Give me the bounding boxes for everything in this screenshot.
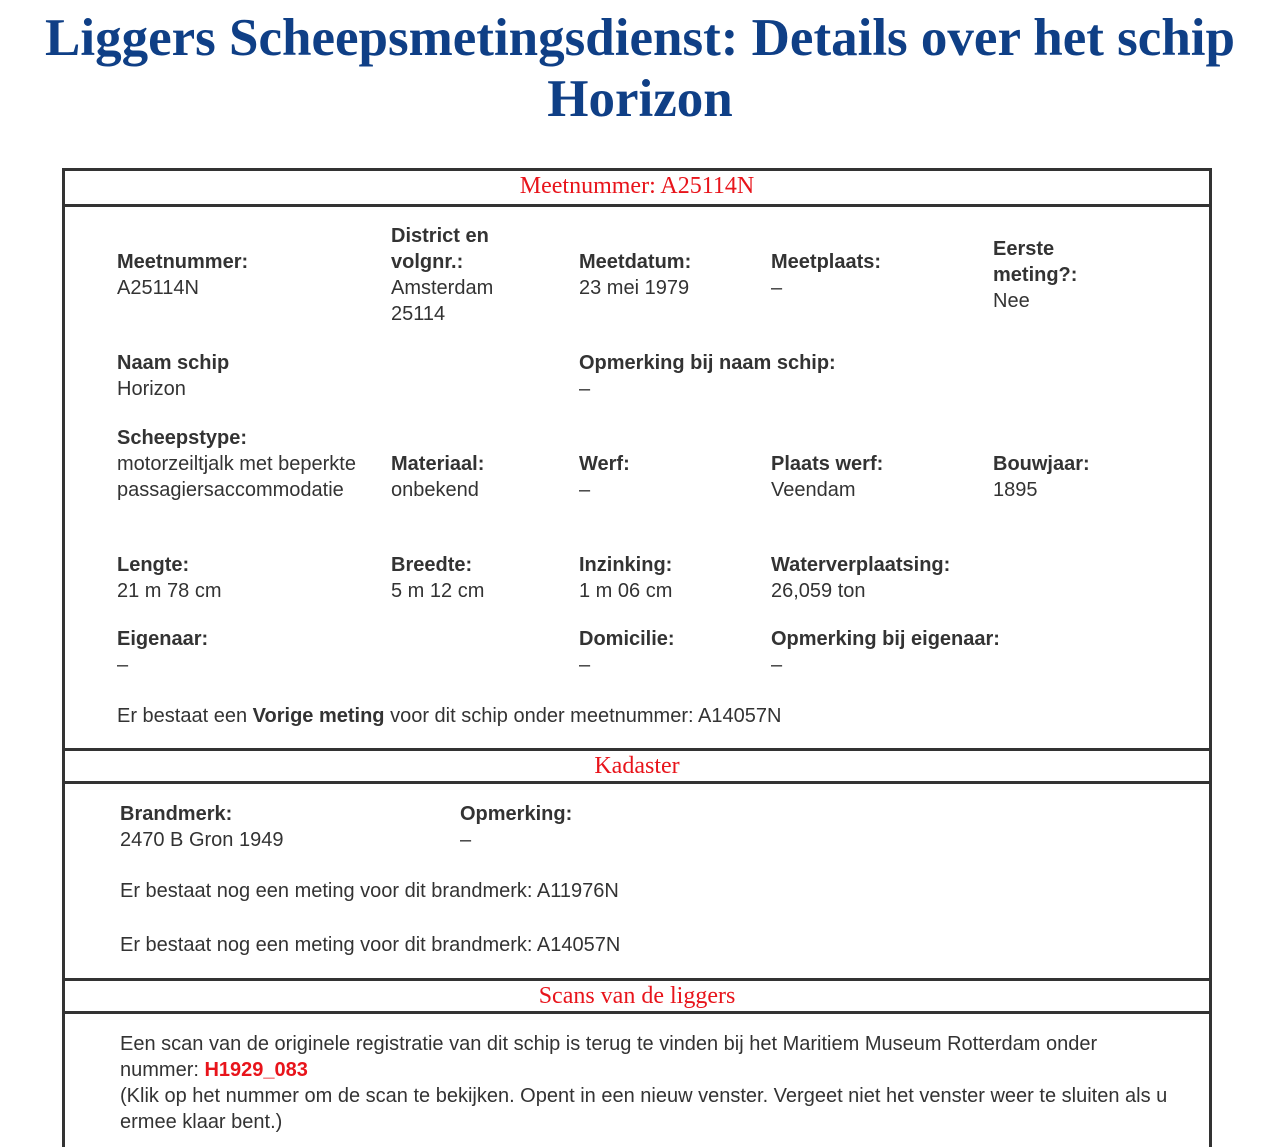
field-label: Eigenaar: <box>117 628 209 650</box>
field-value: – <box>771 654 783 676</box>
field-label: Plaats werf: <box>771 453 884 475</box>
note-suffix: voor dit schip onder meetnummer: A14057N <box>384 705 782 727</box>
field-label: Bouwjaar: <box>993 453 1090 475</box>
field-label: Werf: <box>579 453 630 475</box>
field-value: – <box>460 829 472 851</box>
field-label: Naam schip <box>117 352 230 374</box>
field-value: 2470 B Gron 1949 <box>120 829 284 851</box>
field-waterverplaatsing <box>771 552 1031 604</box>
field-label: Opmerking bij eigenaar: <box>771 628 1000 650</box>
field-label: Meetdatum: <box>579 251 692 273</box>
field-value: 5 m 12 cm <box>391 580 485 602</box>
field-label: Breedte: <box>391 554 473 576</box>
field-value: motorzeiltjalk met beperkte passagiersaccommodatie <box>117 453 356 501</box>
field-eigenaar <box>117 626 367 678</box>
field-bouwjaar <box>993 451 1153 503</box>
scan-intro: Een scan van de originele registratie van dit schip is terug te vinden bij het Maritiem Museum Rotterdam onder nummer: <box>120 1033 1098 1081</box>
field-label: Lengte: <box>117 554 190 576</box>
field-value: A25114N <box>117 277 199 299</box>
scan-text <box>120 1031 1180 1135</box>
field-plaats-werf <box>771 451 971 503</box>
field-breedte <box>391 552 561 604</box>
brandmerk-note-2: Er bestaat nog een meting voor dit brandmerk: A14057N <box>120 934 621 956</box>
field-value: 23 mei 1979 <box>579 277 690 299</box>
field-eerste-meting <box>993 236 1113 314</box>
field-label: Meetnummer: <box>117 251 249 273</box>
field-inzinking <box>579 552 749 604</box>
field-naam-schip <box>117 350 417 402</box>
field-meetplaats <box>771 249 971 301</box>
field-value: 26,059 ton <box>771 580 866 602</box>
field-brandmerk <box>120 801 420 853</box>
field-value: – <box>579 654 591 676</box>
page-title: Liggers Scheepsmetingsdienst: Details over het schip Horizon <box>45 9 1235 128</box>
field-value: – <box>117 654 129 676</box>
field-value: – <box>771 277 783 299</box>
field-label: Materiaal: <box>391 453 485 475</box>
field-scheepstype <box>117 425 379 503</box>
field-label: Waterverplaatsing: <box>771 554 951 576</box>
field-label: Opmerking bij naam schip: <box>579 352 836 374</box>
field-value: – <box>579 479 591 501</box>
field-label: Brandmerk: <box>120 803 233 825</box>
field-lengte <box>117 552 367 604</box>
field-value: 1895 <box>993 479 1038 501</box>
scan-note: (Klik op het nummer om de scan te bekijken. Opent in een nieuw venster. Vergeet niet het venster weer te sluiten als u ermee klaar bent.) <box>120 1085 1168 1133</box>
field-materiaal <box>391 451 561 503</box>
field-label: Eerste meting?: <box>993 238 1078 286</box>
field-kadaster-opmerking <box>460 801 760 853</box>
note-prefix: Er bestaat een <box>117 705 253 727</box>
scans-header: Scans van de liggers <box>65 978 1209 1014</box>
field-value: onbekend <box>391 479 479 501</box>
scan-link[interactable]: H1929_083 <box>204 1059 308 1081</box>
field-label: Domicilie: <box>579 628 675 650</box>
vorige-meting-note <box>117 703 1167 729</box>
field-domicilie <box>579 626 749 678</box>
field-value: 1 m 06 cm <box>579 580 673 602</box>
field-value: Nee <box>993 290 1030 312</box>
field-district <box>391 223 541 327</box>
field-label: Inzinking: <box>579 554 673 576</box>
field-value: Amsterdam 25114 <box>391 277 494 325</box>
field-meetdatum <box>579 249 749 301</box>
field-werf <box>579 451 749 503</box>
ship-details-table <box>62 168 1212 1147</box>
field-opmerking-eigenaar <box>771 626 1071 678</box>
field-label: Opmerking: <box>460 803 573 825</box>
field-value: Horizon <box>117 378 186 400</box>
kadaster-header: Kadaster <box>65 748 1209 784</box>
field-value: – <box>579 378 591 400</box>
meting-header: Meetnummer: A25114N <box>65 171 1209 207</box>
field-label: Meetplaats: <box>771 251 882 273</box>
field-value: Veendam <box>771 479 856 501</box>
field-meetnummer <box>117 249 367 301</box>
field-opmerking-naam <box>579 350 979 402</box>
field-label: Scheepstype: <box>117 427 248 449</box>
brandmerk-note-1: Er bestaat nog een meting voor dit brandmerk: A11976N <box>120 880 619 902</box>
field-value: 21 m 78 cm <box>117 580 222 602</box>
field-label: District en volgnr.: <box>391 225 489 273</box>
note-bold: Vorige meting <box>252 705 385 727</box>
